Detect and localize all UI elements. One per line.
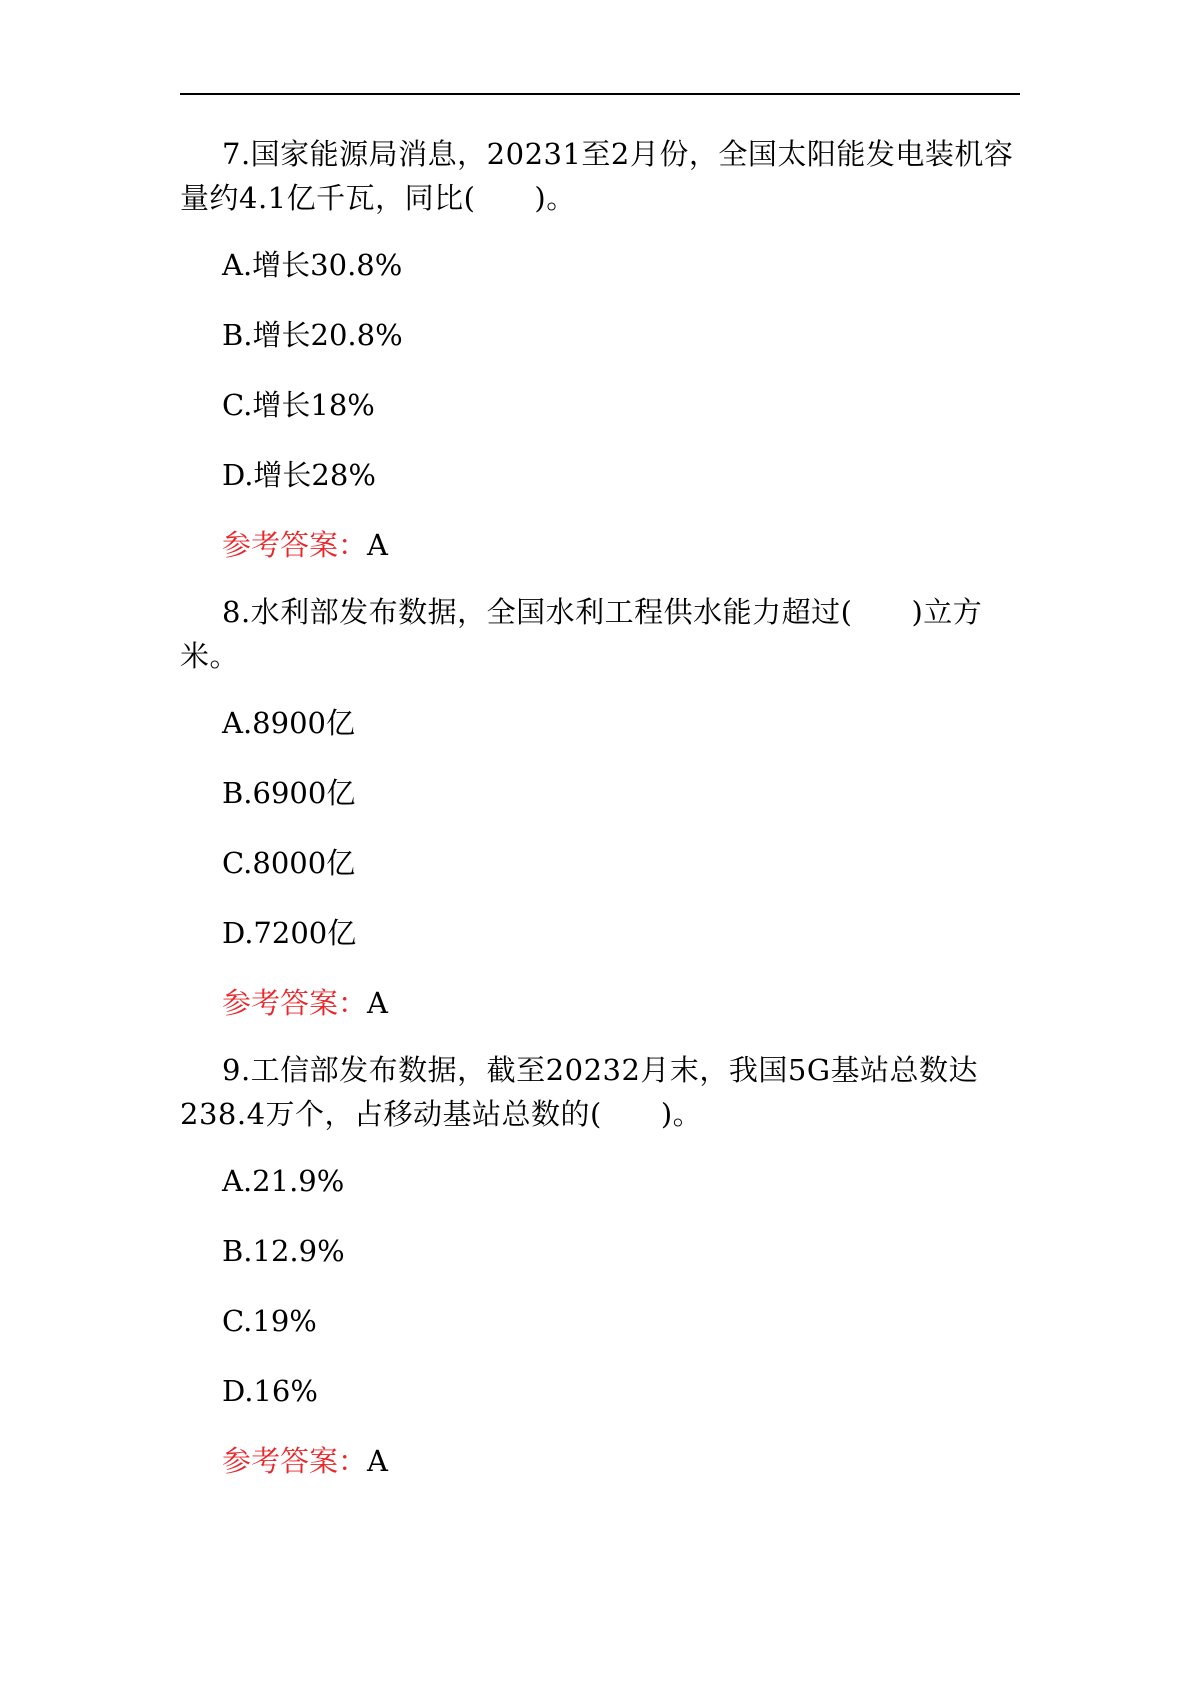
option-b: B.增长20.8% <box>222 318 403 352</box>
answer-line <box>180 1439 1020 1483</box>
option-d: D.增长28% <box>222 458 376 492</box>
option-a: A.8900亿 <box>222 706 355 740</box>
question-stem: 9.工信部发布数据，截至20232月末，我国5G基站总数达238.4万个，占移动基站总数的( )。 <box>180 1053 979 1131</box>
question-7 <box>180 132 1020 567</box>
answer-label: 参考答案： <box>222 1444 368 1478</box>
answer-line <box>180 523 1020 567</box>
option-d: D.7200亿 <box>222 916 357 950</box>
option-a: A.增长30.8% <box>222 248 403 282</box>
answer-value: A <box>367 986 388 1020</box>
option-c: C.19% <box>222 1304 317 1338</box>
question-stem: 7.国家能源局消息，20231至2月份，全国太阳能发电装机容量约4.1亿千瓦，同比( )。 <box>180 137 1014 215</box>
question-stem: 8.水利部发布数据，全国水利工程供水能力超过( )立方米。 <box>180 595 983 673</box>
answer-label: 参考答案： <box>222 986 368 1020</box>
option-d: D.16% <box>222 1374 318 1408</box>
option-b: B.12.9% <box>222 1234 345 1268</box>
header-rule <box>180 93 1020 95</box>
option-c: C.增长18% <box>222 388 375 422</box>
option-b: B.6900亿 <box>222 776 356 810</box>
option-c: C.8000亿 <box>222 846 356 880</box>
answer-label: 参考答案： <box>222 528 368 562</box>
option-a: A.21.9% <box>222 1164 345 1198</box>
question-8 <box>180 590 1020 1025</box>
answer-line <box>180 981 1020 1025</box>
question-list <box>180 132 1020 1506</box>
answer-value: A <box>367 528 388 562</box>
answer-value: A <box>367 1444 388 1478</box>
question-9 <box>180 1048 1020 1483</box>
